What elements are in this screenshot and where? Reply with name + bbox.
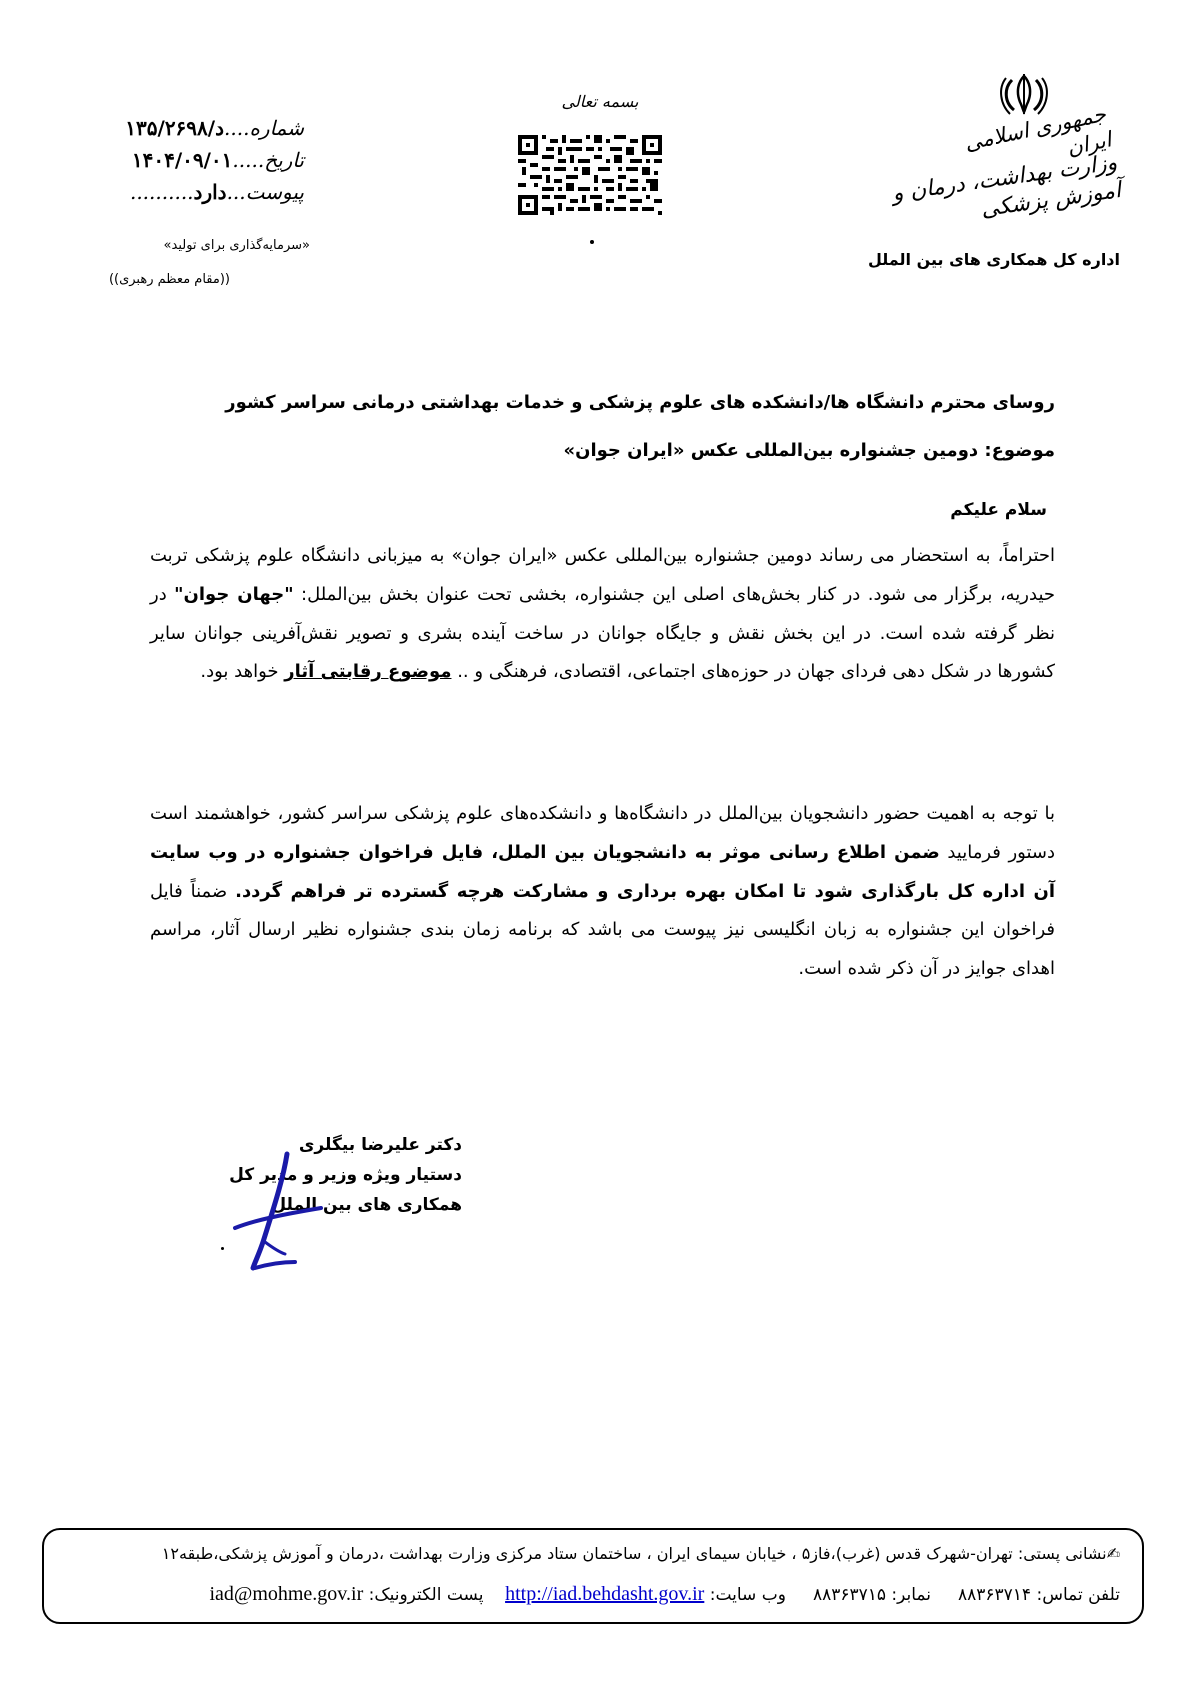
- phone-label: تلفن تماس:: [1036, 1585, 1120, 1605]
- ministry-name: وزارت بهداشت، درمان و آموزش پزشکی: [890, 150, 1123, 223]
- slogan-source: ((مقام معظم رهبری)): [108, 272, 230, 287]
- basmala: بسمه تعالی: [561, 92, 639, 111]
- p1-underline: موضوع رقابتی آثار: [284, 661, 452, 683]
- p1-text-3: خواهد بود.: [200, 661, 285, 683]
- email-address[interactable]: iad@mohme.gov.ir: [209, 1583, 364, 1605]
- iran-emblem-icon: [998, 72, 1050, 116]
- phone-number: ۸۸۳۶۳۷۱۴: [958, 1585, 1032, 1605]
- p1-text-1: احتراماً، به استحضار می رساند دومین جشنواره بین‌المللی عکس «ایران جوان» به میزبانی دانشگاه علوم پزشکی تربت حیدریه، برگزار می شود. در کنار بخش‌های اصلی این جشنواره، بخشی تحت عنوان بخش بین‌الملل:: [150, 545, 1056, 605]
- website-label: وب سایت:: [709, 1585, 786, 1605]
- date-label: تاریخ: [264, 148, 304, 172]
- p1-bold: "جهان جوان": [174, 583, 294, 605]
- footer-address: ✍نشانی پستی: تهران-شهرک قدس (غرب)،فاز۵ ، خیابان سیمای ایران ، ساختمان ستاد مرکزی وزارت بهداشت ،درمان و آموزش پزشکی،طبقه۱۲: [161, 1544, 1120, 1563]
- page-dot: [590, 240, 594, 244]
- letter-date-row: تاریخ.....۱۴۰۴/۰۹/۰۱: [131, 148, 304, 172]
- subject: موضوع: دومین جشنواره بین‌المللی عکس «ایران جوان»: [563, 440, 1055, 461]
- number-label: شماره: [249, 116, 304, 140]
- attachment-label: پیوست: [245, 180, 304, 204]
- date-value: ۱۴۰۴/۰۹/۰۱: [131, 148, 233, 172]
- department-name: اداره کل همکاری های بین الملل: [867, 250, 1120, 269]
- footer-contact: [60, 1583, 1120, 1606]
- website-link[interactable]: http://iad.behdasht.gov.ir: [505, 1583, 705, 1605]
- signature-dot: [221, 1247, 224, 1250]
- signatory-title-2: همکاری های بین الملل: [271, 1195, 462, 1215]
- letter-attachment-row: پیوست...دارد..........: [129, 180, 304, 204]
- p2-text-2: ضمناً فایل فراخوان این جشنواره به زبان انگلیسی نیز پیوست می باشد که برنامه زمان بندی جشنواره نظیر ارسال آثار، مراسم اهدای جوایز در آن ذکر شده است.: [150, 880, 1055, 980]
- letter-number-row: شماره....د/۱۳۵/۲۶۹۸: [125, 116, 304, 140]
- republic-name: جمهوری اسلامی ایران: [962, 101, 1114, 161]
- p2-text-1: با توجه به اهمیت حضور دانشجویان بین‌الملل در دانشگاه‌ها و دانشکده‌های علوم پزشکی سراسر کشور، خواهشمند است دستور فرمایید: [150, 803, 1055, 863]
- slogan: «سرمایه‌گذاری برای تولید»: [163, 238, 310, 253]
- footer-box: [42, 1528, 1144, 1624]
- signatory-name: دکتر علیرضا بیگلری: [298, 1135, 462, 1155]
- signatory-title-1: دستیار ویژه وزیر و مدیر کل: [229, 1165, 462, 1185]
- paragraph-1: [150, 537, 1055, 692]
- paragraph-2: [150, 795, 1055, 989]
- handwritten-signature-icon: [225, 1150, 335, 1280]
- fax-label: نمابر:: [891, 1585, 931, 1605]
- qr-code-icon: [518, 134, 662, 216]
- attachment-value: دارد: [193, 180, 227, 204]
- recipients: روسای محترم دانشگاه ها/دانشکده های علوم پزشکی و خدمات بهداشتی درمانی سراسر کشور: [225, 392, 1055, 413]
- email-label: پست الکترونیک:: [368, 1585, 484, 1605]
- p1-text-2: در نظر گرفته شده است. در این بخش نقش و جایگاه جوانان در ساخت آینده بشری و تصویر نقش‌آفرینی جوانان سایر کشورها در شکل دهی فردای جهان در حوزه‌های اجتماعی، اقتصادی، فرهنگی و ..: [150, 583, 1055, 683]
- p2-bold: ضمن اطلاع رسانی موثر به دانشجویان بین الملل، فایل فراخوان جشنواره در وب سایت آن اداره کل بارگذاری شود تا امکان بهره برداری و مشارکت هرچه گسترده تر فراهم گردد.: [150, 841, 1055, 902]
- salutation: سلام علیکم: [950, 500, 1047, 520]
- number-value: د/۱۳۵/۲۶۹۸: [125, 116, 224, 140]
- fax-number: ۸۸۳۶۳۷۱۵: [812, 1585, 886, 1605]
